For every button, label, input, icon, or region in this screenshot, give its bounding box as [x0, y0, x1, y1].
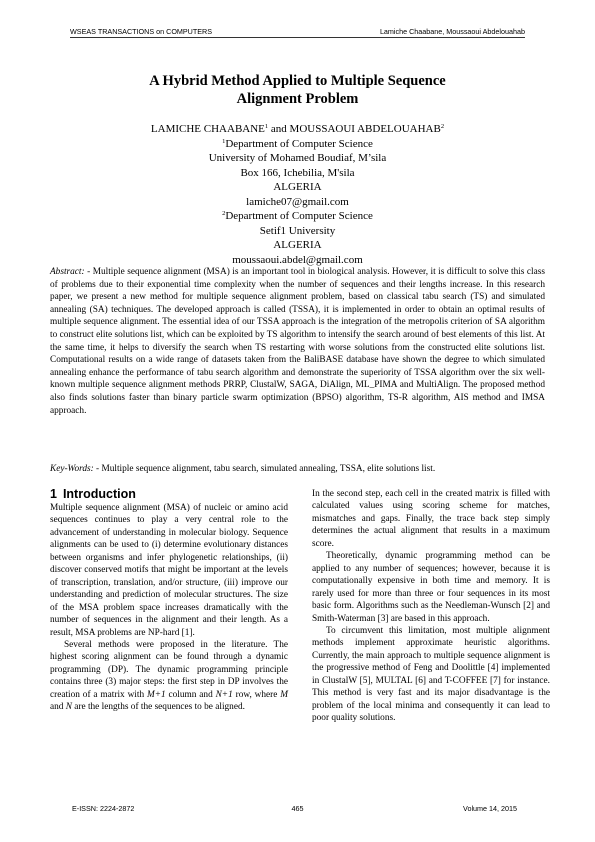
affiliation-1-department-text: Department of Computer Science — [225, 137, 373, 150]
running-header-journal: WSEAS TRANSACTIONS on COMPUTERS — [70, 27, 213, 36]
author-names — [60, 122, 535, 137]
var-m: M — [280, 689, 288, 700]
affiliation-1-marker: 1 — [222, 137, 226, 145]
section-heading-introduction — [50, 487, 288, 501]
paragraph-2-text-c: row, where — [232, 689, 281, 700]
header-rule — [70, 37, 525, 38]
abstract — [50, 266, 545, 417]
affiliation-2-university: Setif1 University — [259, 224, 336, 237]
author-1-name: LAMICHE CHAABANE — [150, 123, 265, 135]
paragraph-2-text-b: column and — [165, 689, 216, 700]
footer-issn: E-ISSN: 2224-2872 — [72, 804, 135, 813]
paragraph-2-text-e: are the lengths of the sequences to be aligned. — [71, 702, 245, 713]
var-n: N — [65, 702, 72, 713]
affiliation-2-country: ALGERIA — [273, 239, 322, 251]
section-number: 1 — [50, 487, 57, 501]
var-m-plus-1: M+1 — [146, 689, 166, 700]
author-1-email: lamiche07@gmail.com — [246, 195, 349, 208]
abstract-text: - Multiple sequence alignment (MSA) is an important tool in biological analysis. However, it is difficult to solve this class of problems due to their exponential time complexity when the number of sequences and their lengths increase. In this research paper, we present a new method for multiple sequence alignment problem, based on classical tabu search (TS) and simulated annealing (SA) techniques. The developed approach is called (TSSA), it is implemented in order to obtain an optimal results of multiple sequence alignment. The essential idea of our TSSA approach is the integration of the metropolis criterion of SA algorithm to construct elite solutions list, which can be exploited by TS algorithm to intensify the search around of best elements of this list. At the same time, it helps to diversify the search when TS restarting with worse solutions from the constructed elite solutions list. Computational results on a wide range of datasets taken from the BaliBASE database have shown the degree to which simulated annealing enhance the performance of tabu search algorithm and demonstrate the superiority of TSSA algorithm over the six well-known multiple sequence alignment methods PRRP, ClustalW, SAGA, DiAlign, ML_PIMA and MultiAlign. The proposed method also finds solutions faster than binary particle swarm optimization (BPSO) algorithm, TS-R algorithm, AIS method and IMSA approach. — [50, 267, 545, 416]
affiliation-1-country: ALGERIA — [273, 181, 322, 193]
keywords — [50, 463, 545, 476]
affiliation-1-address: Box 166, Ichebilia, M'sila — [240, 166, 355, 179]
affiliation-2-marker: 2 — [222, 210, 226, 217]
paragraph-1: Multiple sequence alignment (MSA) of nucleic or amino acid sequences continues to play a very central role to the advancement of understanding in molecular biology. Sequence alignments can be used to (i) determine evolutionary distances between organisms and infer phylogenetic relationships, (ii) discover conserved motifs that might be important at the levels of transcription, translation, and/or structure, (iii) improve our understanding and prediction of molecular structures. The size of the MSA problem space increases dramatically with the number of sequences in the alignment and their length. As a result, MSA problems are NP-hard [1]. — [50, 503, 288, 638]
running-header-authors: Lamiche Chaabane, Moussaoui Abdelouahab — [379, 27, 525, 36]
footer-volume: Volume 14, 2015 — [463, 804, 517, 813]
paragraph-2 — [50, 639, 288, 714]
paper-title — [60, 72, 535, 108]
keywords-text: - Multiple sequence alignment, tabu search, simulated annealing, TSSA, elite solutions list. — [93, 464, 436, 474]
affiliation-1-department — [60, 137, 535, 152]
author-2-email: moussaoui.abdel@gmail.com — [232, 253, 363, 266]
affiliation-1-university: University of Mohamed Boudiaf, M’sila — [208, 152, 387, 164]
var-n-plus-1: N+1 — [215, 689, 233, 700]
paragraph-5: To circumvent this limitation, most multiple alignment methods implement approximate heuristic algorithms. Currently, the main approach to multiple sequence alignment is the progressive method of Feng and Doolittle [4] implemented in ClustalW [5], MULTAL [6] and T-COFFEE [7] for instance. This method is very fast and its major disadvantage is the problem of the local minima and consequently it can lead to poor quality solutions. — [312, 625, 550, 724]
paper-title-line-1: A Hybrid Method Applied to Multiple Sequence — [149, 73, 446, 89]
keywords-label: Key-Words: — [50, 464, 94, 474]
author-2-marker: 2 — [440, 123, 445, 130]
paragraph-4: Theoretically, dynamic programming method can be applied to any number of sequences; however, because it is computationally expensive in both time and memory. It is rarely used for more than three or four sequences in its most basic form. Algorithms such as the Needleman-Wunsch [2] and Smith-Waterman [3] are based in this approach. — [312, 551, 550, 624]
author-2-name: MOUSSAOUI ABDELOUAHAB — [289, 123, 441, 135]
paper-title-line-2: Alignment Problem — [236, 91, 359, 107]
footer-page-number: 465 — [291, 804, 304, 813]
abstract-label: Abstract: — [50, 267, 85, 277]
author-conjunction: and — [268, 123, 290, 135]
body-column-left — [50, 487, 288, 714]
paragraph-2-text-d: and — [50, 702, 66, 713]
author-1-marker: 1 — [264, 123, 269, 130]
paragraph-3: In the second step, each cell in the created matrix is filled with calculated values using scoring scheme for matches, mismatches and gaps. Finally, the trace back step simply determines the actual alignment that results in a maximum score. — [312, 489, 550, 549]
author-block — [60, 122, 535, 267]
affiliation-2-department-text: Department of Computer Science — [225, 210, 373, 222]
affiliation-2-department — [60, 209, 535, 224]
paragraph-2-text-a: Several methods were proposed in the literature. The highest scoring alignment can be found through a dynamic programming (DP). The dynamic programming principle contains three (3) major steps: the first step in DP involves the creation of a matrix with — [50, 639, 288, 700]
body-column-right — [312, 488, 550, 725]
section-title: Introduction — [62, 487, 136, 501]
